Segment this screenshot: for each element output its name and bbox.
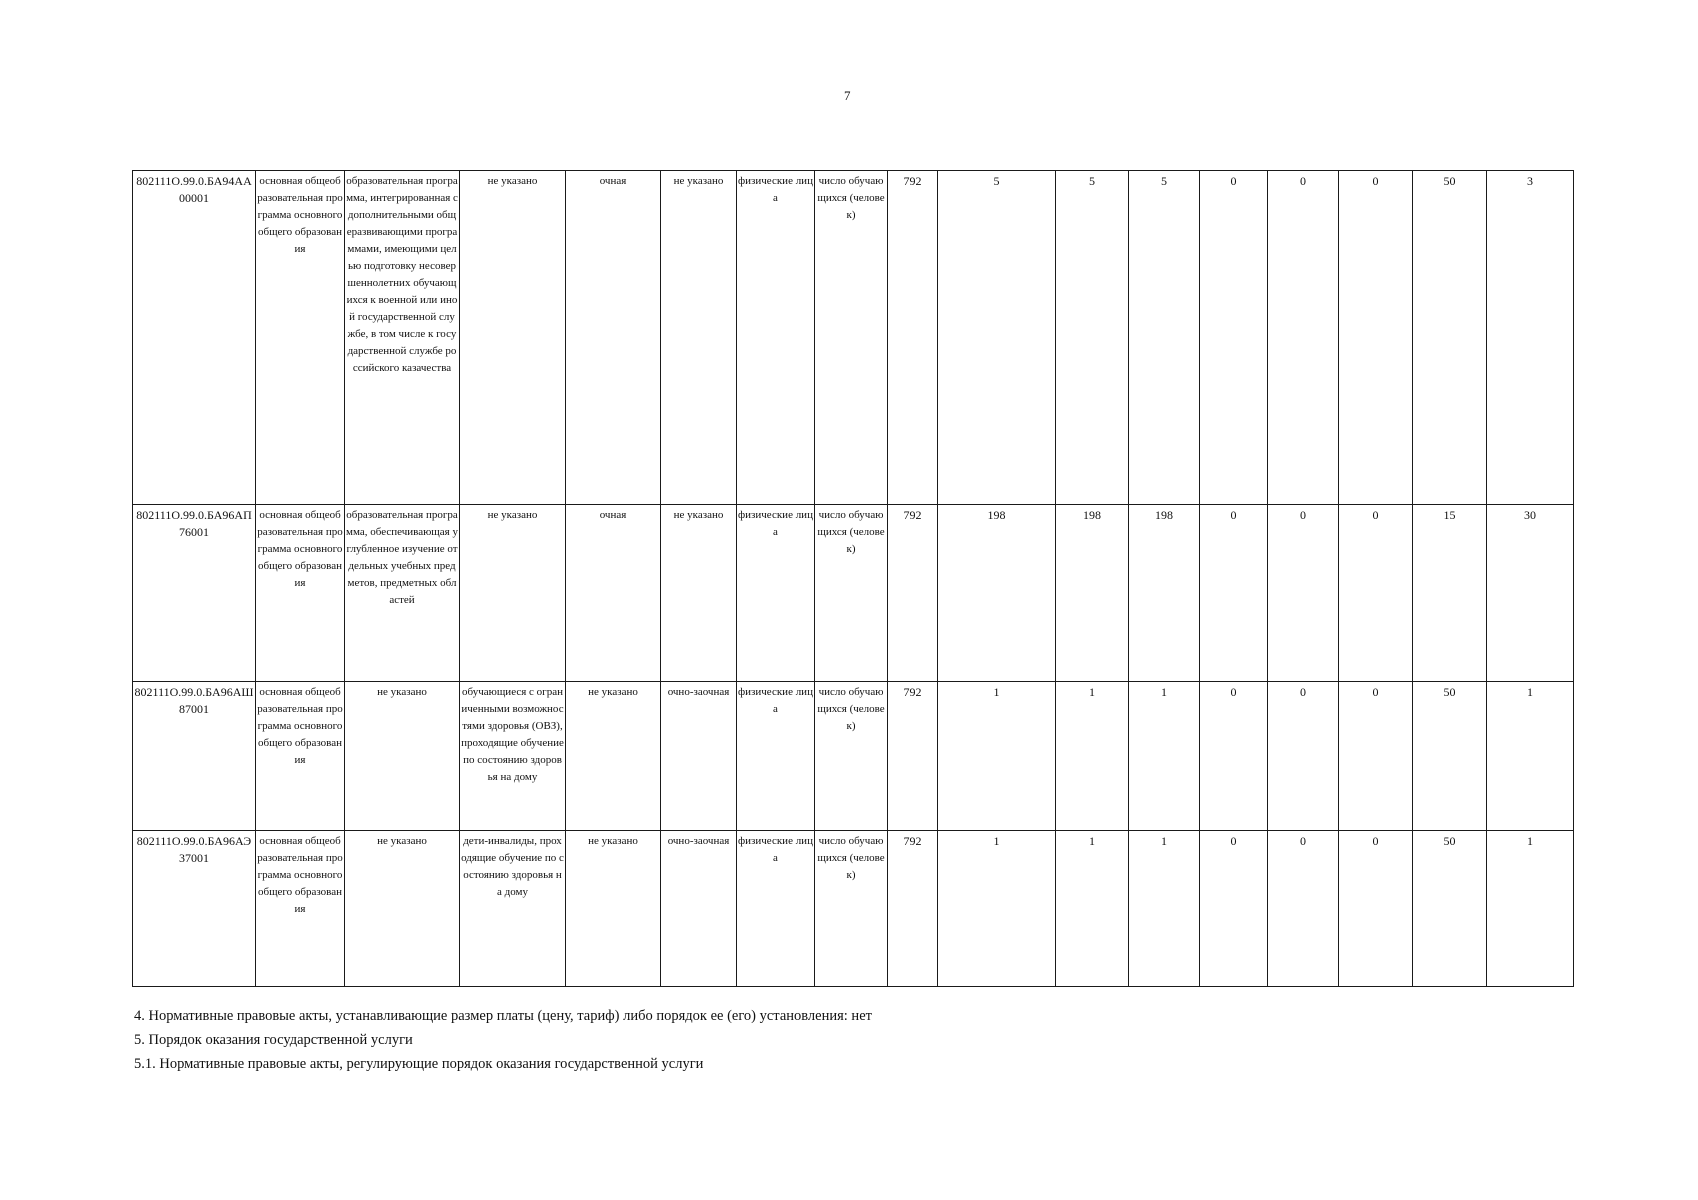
value-cell: 1	[1487, 682, 1574, 831]
indicator-cell: число обучающихся (человек)	[815, 171, 888, 505]
okei-cell: 792	[888, 831, 938, 987]
program-cell: основная общеобразовательная программа основного общего образования	[256, 171, 345, 505]
indicator-cell: число обучающихся (человек)	[815, 682, 888, 831]
value-cell: 1	[938, 682, 1056, 831]
consumer-cell: физические лица	[737, 505, 815, 682]
notes-section	[134, 1004, 872, 1076]
note-line: 5. Порядок оказания государственной услуги	[134, 1032, 413, 1048]
page-number: 7	[844, 88, 851, 103]
form-cell: очно-заочная	[661, 682, 737, 831]
value-cell: 0	[1200, 831, 1268, 987]
category-cell: не указано	[460, 171, 566, 505]
form-cell: очно-заочная	[661, 831, 737, 987]
okei-cell: 792	[888, 682, 938, 831]
value-cell: 198	[938, 505, 1056, 682]
form-cell: не указано	[661, 505, 737, 682]
note-line: 5.1. Нормативные правовые акты, регулирующие порядок оказания государственной услуги	[134, 1056, 704, 1072]
value-cell: 0	[1200, 682, 1268, 831]
service-volume-table	[132, 170, 1574, 987]
value-cell: 3	[1487, 171, 1574, 505]
registry-code: 802111О.99.0.БА94АА00001	[133, 171, 256, 505]
consumer-cell: физические лица	[737, 831, 815, 987]
value-cell: 0	[1339, 682, 1413, 831]
value-cell: 5	[938, 171, 1056, 505]
place-cell: очная	[566, 505, 661, 682]
value-cell: 50	[1413, 682, 1487, 831]
value-cell: 0	[1200, 505, 1268, 682]
value-cell: 0	[1268, 171, 1339, 505]
table-row	[133, 171, 1574, 505]
value-cell: 30	[1487, 505, 1574, 682]
value-cell: 5	[1056, 171, 1129, 505]
indicator-cell: число обучающихся (человек)	[815, 505, 888, 682]
value-cell: 0	[1200, 171, 1268, 505]
value-cell: 198	[1056, 505, 1129, 682]
program-cell: основная общеобразовательная программа основного общего образования	[256, 831, 345, 987]
table-row	[133, 831, 1574, 987]
value-cell: 5	[1129, 171, 1200, 505]
value-cell: 50	[1413, 171, 1487, 505]
consumer-cell: физические лица	[737, 682, 815, 831]
value-cell: 0	[1339, 505, 1413, 682]
program-cell: основная общеобразовательная программа основного общего образования	[256, 505, 345, 682]
value-cell: 1	[1487, 831, 1574, 987]
program-type-cell: не указано	[345, 831, 460, 987]
value-cell: 1	[1056, 682, 1129, 831]
value-cell: 1	[1129, 682, 1200, 831]
okei-cell: 792	[888, 505, 938, 682]
value-cell: 1	[1056, 831, 1129, 987]
value-cell: 0	[1268, 831, 1339, 987]
table-row	[133, 682, 1574, 831]
registry-code: 802111О.99.0.БА96АШ87001	[133, 682, 256, 831]
program-cell: основная общеобразовательная программа основного общего образования	[256, 682, 345, 831]
value-cell: 0	[1268, 505, 1339, 682]
category-cell: не указано	[460, 505, 566, 682]
indicator-cell: число обучающихся (человек)	[815, 831, 888, 987]
category-cell: обучающиеся с ограниченными возможностями здоровья (ОВЗ), проходящие обучение по состоянию здоровья на дому	[460, 682, 566, 831]
value-cell: 50	[1413, 831, 1487, 987]
program-type-cell: образовательная программа, интегрированная с дополнительными общеразвивающими программами, имеющими целью подготовку несовершеннолетних обучающихся к военной или иной государственной службе, в том числе к государственной службе российского казачества	[345, 171, 460, 505]
value-cell: 1	[938, 831, 1056, 987]
registry-code: 802111О.99.0.БА96АП76001	[133, 505, 256, 682]
value-cell: 0	[1339, 171, 1413, 505]
value-cell: 198	[1129, 505, 1200, 682]
value-cell: 1	[1129, 831, 1200, 987]
okei-cell: 792	[888, 171, 938, 505]
value-cell: 15	[1413, 505, 1487, 682]
category-cell: дети-инвалиды, проходящие обучение по состоянию здоровья на дому	[460, 831, 566, 987]
registry-code: 802111О.99.0.БА96АЭ37001	[133, 831, 256, 987]
value-cell: 0	[1339, 831, 1413, 987]
place-cell: очная	[566, 171, 661, 505]
table-row	[133, 505, 1574, 682]
program-type-cell: не указано	[345, 682, 460, 831]
form-cell: не указано	[661, 171, 737, 505]
place-cell: не указано	[566, 682, 661, 831]
program-type-cell: образовательная программа, обеспечивающая углубленное изучение отдельных учебных предметов, предметных областей	[345, 505, 460, 682]
value-cell: 0	[1268, 682, 1339, 831]
consumer-cell: физические лица	[737, 171, 815, 505]
note-line: 4. Нормативные правовые акты, устанавливающие размер платы (цену, тариф) либо порядок ее (его) установления: нет	[134, 1008, 872, 1024]
place-cell: не указано	[566, 831, 661, 987]
